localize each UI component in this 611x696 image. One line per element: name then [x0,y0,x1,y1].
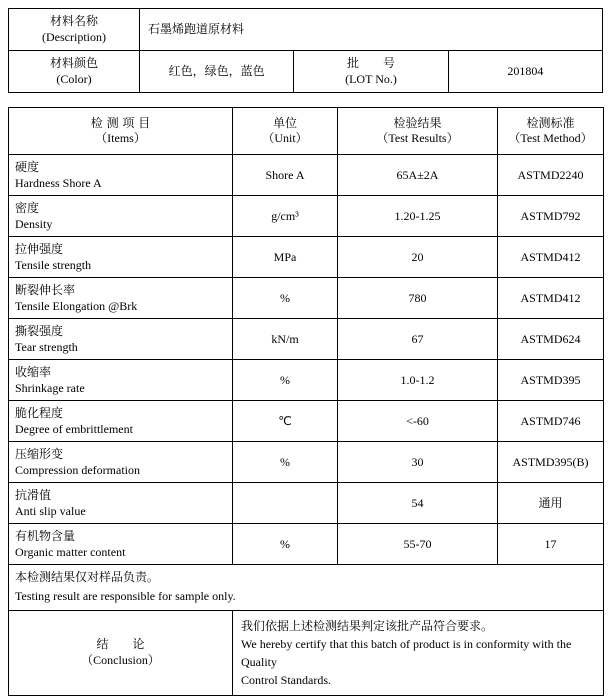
item-name-en: Tensile Elongation @Brk [15,299,138,314]
item-name-en: Shrinkage rate [15,381,85,396]
item-cell [9,483,233,524]
item-cell [9,196,233,237]
description-label-en: (Description) [42,29,106,44]
unit-cell: % [233,524,338,565]
results-header-row [9,108,604,155]
item-name-en: Tear strength [15,340,78,355]
table-row [9,278,604,319]
item-cell [9,237,233,278]
col-items-cn: 检 测 项 目 [90,115,151,130]
table-row [9,237,604,278]
table-row [9,360,604,401]
item-name-cn: 脆化程度 [15,406,64,421]
method-cell: 17 [498,524,604,565]
unit-cell: g/cm³ [233,196,338,237]
lot-label-cell [294,51,448,93]
unit-cell: % [233,360,338,401]
result-cell: 1.20-1.25 [338,196,498,237]
result-cell: 67 [338,319,498,360]
result-cell: 780 [338,278,498,319]
result-cell: 20 [338,237,498,278]
lot-value: 201804 [507,63,544,78]
table-row [9,196,604,237]
method-cell: ASTMD412 [498,237,604,278]
col-items-en: （Items） [95,131,146,146]
item-cell [9,524,233,565]
lot-label-en: (LOT No.) [345,71,397,86]
table-row [9,319,604,360]
col-unit-cn: 单位 [272,115,297,130]
item-name-cn: 抗滑值 [15,488,52,503]
table-row [9,524,604,565]
item-name-en: Density [15,217,53,232]
col-items [9,108,233,155]
color-label-cell [9,51,140,93]
color-label-cn: 材料颜色 [49,56,98,71]
note-row-en [9,588,604,610]
conclusion-text-en-1: We hereby certify that this batch of product is in conformity with the Quality [241,636,572,669]
unit-cell: Shore A [233,155,338,196]
table-row [9,401,604,442]
color-value: 红色，绿色，蓝色 [168,63,265,78]
unit-cell: MPa [233,237,338,278]
conclusion-text-en-2: Control Standards. [241,672,331,687]
method-cell: ASTMD746 [498,401,604,442]
results-table [8,107,604,695]
description-label-cn: 材料名称 [49,14,98,28]
unit-cell: kN/m [233,319,338,360]
item-name-cn: 有机物含量 [15,529,76,544]
item-name-cn: 密度 [15,201,40,216]
result-cell: 1.0-1.2 [338,360,498,401]
item-cell [9,278,233,319]
col-results-en: （Test Results） [376,131,459,146]
conclusion-text-cn: 我们依据上述检测结果判定该批产品符合要求。 [241,618,494,633]
color-lot-row [9,51,603,93]
table-row [9,442,604,483]
description-value: 石墨烯跑道原材料 [148,21,245,36]
description-value-cell [140,9,603,51]
unit-cell: % [233,278,338,319]
unit-cell: % [233,442,338,483]
method-cell: ASTMD2240 [498,155,604,196]
note-en-cell [9,588,604,610]
col-unit [233,108,338,155]
method-cell: ASTMD395 [498,360,604,401]
table-row [9,155,604,196]
item-cell [9,360,233,401]
note-row-cn [9,565,604,588]
item-name-cn: 断裂伸长率 [15,283,76,298]
item-cell [9,319,233,360]
lot-label-cn: 批 号 [346,56,395,71]
item-name-en: Degree of embrittlement [15,422,133,437]
result-cell: <-60 [338,401,498,442]
result-cell: 30 [338,442,498,483]
item-name-cn: 收缩率 [15,365,52,380]
col-unit-en: （Unit） [262,131,308,146]
description-label-cell [9,9,140,51]
color-value-cell [140,51,294,93]
col-method [498,108,604,155]
method-cell: ASTMD395(B) [498,442,604,483]
item-name-cn: 撕裂强度 [15,324,64,339]
item-name-en: Tensile strength [15,258,92,273]
item-name-en: Compression deformation [15,463,140,478]
method-cell: 通用 [498,483,604,524]
method-cell: ASTMD624 [498,319,604,360]
item-cell [9,155,233,196]
table-row [9,483,604,524]
method-cell: ASTMD792 [498,196,604,237]
note-cn-cell [9,565,604,588]
note-en: Testing result are responsible for sample only. [15,588,236,603]
item-cell [9,401,233,442]
col-method-en: （Test Method） [508,131,593,146]
item-name-cn: 拉伸强度 [15,242,64,257]
method-cell: ASTMD412 [498,278,604,319]
item-name-en: Hardness Shore A [15,176,102,191]
header-table [8,8,603,93]
item-name-cn: 压缩形变 [15,447,64,462]
col-results-cn: 检验结果 [393,115,442,130]
item-name-en: Organic matter content [15,545,126,560]
color-label-en: (Color) [56,71,92,86]
item-cell [9,442,233,483]
conclusion-label-en: （Conclusion） [81,652,160,667]
result-cell: 54 [338,483,498,524]
unit-cell: ℃ [233,401,338,442]
col-method-cn: 检测标准 [526,115,575,130]
item-name-en: Anti slip value [15,504,86,519]
conclusion-label-cn: 结 论 [96,636,145,651]
unit-cell [233,483,338,524]
item-name-cn: 硬度 [15,160,40,175]
description-row [9,9,603,51]
col-results [338,108,498,155]
note-cn: 本检测结果仅对样品负责。 [15,570,160,585]
lot-value-cell [448,51,602,93]
table-gap [8,93,603,107]
result-cell: 65A±2A [338,155,498,196]
result-cell: 55-70 [338,524,498,565]
